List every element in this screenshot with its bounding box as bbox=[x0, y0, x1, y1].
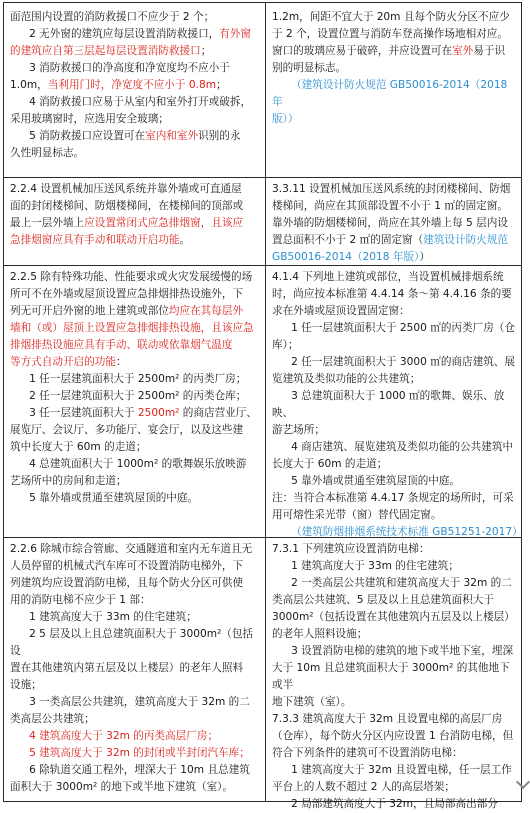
text-line: 7.3.3 建筑高度大于 32m 且设置电梯的高层厂房 bbox=[272, 713, 503, 725]
text-line: 1 任一层建筑面积大于 2500m² 的丙类厂房； bbox=[29, 373, 247, 385]
text-line: 艺场所中的房间和走道； bbox=[10, 475, 127, 487]
text-line: 览建筑及类似功能的公共建筑； bbox=[272, 373, 421, 385]
highlighted-text: 室内和室外 bbox=[145, 130, 199, 142]
text-line: 1 建筑高度大于 33m 的住宅建筑； bbox=[29, 611, 197, 623]
text-line: 3.3.11 设置机械加压送风系统的封闭楼梯间、防烟 bbox=[272, 183, 511, 195]
text-line: 库）； bbox=[272, 339, 299, 351]
source-citation: GB50016-2014（2018 年版） bbox=[272, 251, 420, 263]
text-line: 2 任一层建筑面积大于 3000 ㎡的商店建筑、展 bbox=[291, 356, 515, 368]
text-line: 列建筑均应设置消防电梯，且每个防火分区可供使 bbox=[10, 577, 244, 589]
text-line: 1 建筑高度大于 32m 且设置电梯，任一层工作 bbox=[291, 764, 512, 776]
highlighted-text: 均应在其每层外 bbox=[168, 305, 244, 317]
highlighted-text: 急排烟窗应具有手动和联动开启功能 bbox=[10, 234, 180, 246]
text-span: 窗口的玻璃应易于破碎，并应设置可在 bbox=[272, 45, 453, 57]
text-line: 面的封闭楼梯间、防烟楼梯间，在楼梯间的顶部或 bbox=[10, 200, 244, 212]
text-line: 2.2.6 除城市综合管廊、交通隧道和室内无车道且无 bbox=[10, 543, 253, 555]
text-span: 置总面积不小于 2 ㎡的固定窗（ bbox=[272, 234, 424, 246]
text-line: 楼梯间，尚应在其顶部设置不小于 1 ㎡的固定窗。 bbox=[272, 200, 508, 212]
text-line: 2 一类高层公共建筑和建筑高度大于 32m 的二 bbox=[291, 577, 512, 589]
text-line: 于 2 个，设置位置与消防车登高操作场地相对应。 bbox=[272, 28, 508, 40]
text-span: 5 消防救援口应设置可在 bbox=[29, 130, 146, 142]
highlighted-text: 5 建筑高度大于 32m 的封闭或半封闭汽车库； bbox=[29, 747, 250, 759]
text-line bbox=[10, 303, 261, 320]
highlighted-text: 2500m² bbox=[137, 407, 180, 419]
highlighted-text: 4 建筑高度大于 32m 的丙类高层厂房； bbox=[29, 730, 219, 742]
highlighted-text: 有外窗的建筑应自第三层起每层设置消防救援口 bbox=[10, 28, 252, 57]
text-line bbox=[272, 232, 519, 249]
text-line: 别的明显标志。 bbox=[272, 62, 347, 74]
text-line bbox=[10, 728, 261, 745]
row-1-left-cell bbox=[4, 9, 265, 162]
text-line bbox=[10, 26, 261, 60]
text-line: 3 消防救援口的净高度和净宽度均不应小于 bbox=[29, 62, 230, 74]
text-span: 3 任一层建筑面积大于 bbox=[29, 407, 138, 419]
text-line bbox=[272, 249, 519, 266]
text-line bbox=[272, 43, 519, 60]
text-line bbox=[10, 128, 261, 145]
text-line: 类高层公共建筑、5 层及以上且总建筑面积大于 bbox=[272, 594, 494, 606]
text-line: 符合下列条件的建筑可不设置消防电梯： bbox=[272, 747, 463, 759]
text-line: 设施； bbox=[10, 679, 42, 691]
row-4-right-cell bbox=[266, 541, 523, 813]
text-line bbox=[272, 111, 519, 128]
text-line: 4 总建筑面积大于 1000m² 的歌舞娱乐放映游 bbox=[29, 458, 247, 470]
text-line: 游艺场所； bbox=[272, 424, 325, 436]
text-span: 最上一层外墙上 bbox=[10, 217, 85, 229]
text-line: 面范围内设置的消防救援口不应少于 2 个； bbox=[10, 11, 215, 23]
comparison-table bbox=[3, 2, 523, 810]
row-2-left-cell bbox=[4, 181, 265, 249]
text-line bbox=[272, 524, 523, 541]
text-line: 所可不在外墙或屋顶设置应急排烟排热设施外，下 bbox=[10, 288, 244, 300]
text-line: （仓库），每个防火分区内应设置 1 台消防电梯，但 bbox=[272, 730, 514, 742]
text-line: 靠外墙的防烟楼梯间，尚应在其外墙上每 5 层内设 bbox=[272, 217, 508, 229]
text-line: 采用玻璃窗时，应选用安全玻璃； bbox=[10, 113, 169, 125]
text-line: 1 建筑高度大于 33m 的住宅建筑； bbox=[291, 560, 459, 572]
text-line bbox=[10, 337, 261, 354]
source-citation: 版）） bbox=[272, 113, 299, 125]
text-line: 人员停留的机械式汽车库可不设置消防电梯外，下 bbox=[10, 560, 244, 572]
text-line: 3 设置消防电梯的建筑的地下或半地下室，埋深 bbox=[291, 645, 514, 657]
text-line: 5 靠外墙或贯通至建筑屋顶的中庭。 bbox=[291, 475, 461, 487]
text-line: 地下建筑（室）。 bbox=[272, 696, 352, 708]
text-span: 2 无外窗的建筑应每层设置消防救援口， bbox=[29, 28, 220, 40]
row-4-left-cell bbox=[4, 541, 265, 796]
source-citation: 建筑设计防火规范 bbox=[423, 234, 508, 246]
text-line: 面积大于 3000m² 的地下或半地下建筑（室）。 bbox=[10, 781, 234, 793]
row-3-right-cell bbox=[266, 269, 523, 541]
text-line: 久性明显标志。 bbox=[10, 147, 85, 159]
text-span: ； bbox=[200, 45, 212, 57]
text-line: 7.3.1 下列建筑应设置消防电梯： bbox=[272, 543, 430, 555]
text-line: 展览厅、会议厅、多功能厅、宴会厅，以及这些建 bbox=[10, 424, 244, 436]
highlighted-text: 应设置常闭式应急排烟窗，且该应 bbox=[84, 217, 244, 229]
text-line: 3 一类高层公共建筑，建筑高度大于 32m 的二 bbox=[29, 696, 250, 708]
highlighted-text: 等方式自动开启的功能 bbox=[10, 356, 116, 368]
text-line: 2 5 层及以上且总建筑面积大于 3000m²（包括设 bbox=[10, 628, 254, 657]
text-line bbox=[10, 320, 261, 337]
text-line: 大于 10m 且总建筑面积大于 3000m² 的其他地下或半 bbox=[272, 662, 510, 691]
text-span: 识别的永 bbox=[198, 130, 241, 142]
text-span: ； bbox=[216, 79, 227, 91]
text-line: 5 靠外墙或贯通至建筑屋顶的中庭。 bbox=[29, 492, 199, 504]
text-line: 2 局部建筑高度大于 32m，且局部高出部分 bbox=[291, 798, 498, 810]
text-line: 2.2.5 除有特殊功能、性能要求或火灾发展缓慢的场 bbox=[10, 271, 253, 283]
text-line bbox=[10, 232, 261, 249]
source-citation: （建筑设计防火规范 GB50016-2014（2018 年 bbox=[272, 79, 508, 108]
text-line: 2 任一层建筑面积大于 2500m² 的丙类仓库； bbox=[29, 390, 247, 402]
row-divider bbox=[4, 177, 521, 178]
row-2-right-cell bbox=[266, 181, 523, 266]
text-line: 3 总建筑面积大于 1000 ㎡的歌舞、娱乐、放映、 bbox=[272, 390, 505, 419]
text-line: 6 除轨道交通工程外，埋深大于 10m 且总建筑 bbox=[29, 764, 250, 776]
text-line: 1 任一层建筑面积大于 2500 ㎡的丙类厂房（仓 bbox=[291, 322, 515, 334]
text-line: 4.1.4 下列地上建筑或部位，当设置机械排烟系统 bbox=[272, 271, 504, 283]
text-line: 用可熔性采光带（窗）替代固定窗。 bbox=[272, 509, 442, 521]
text-line: 筑中长度大于 60m 的走道； bbox=[10, 441, 147, 453]
text-span: 列无可开启外窗的地上建筑或部位 bbox=[10, 305, 169, 317]
text-line: 长度大于 60m 的走道； bbox=[272, 458, 388, 470]
text-line bbox=[10, 77, 261, 94]
text-span: 易于识 bbox=[473, 45, 506, 57]
text-line: 求在外墙或屋顶设置固定窗： bbox=[272, 305, 410, 317]
row-1-right-cell bbox=[266, 9, 523, 128]
text-line: 平台上的人数不超过 2 人的高层塔架； bbox=[272, 781, 455, 793]
text-line: 4 商店建筑、展览建筑及类似功能的公共建筑中 bbox=[291, 441, 514, 453]
text-line: 3000m²（包括设置在其他建筑内五层及以上楼层） bbox=[272, 611, 515, 623]
source-citation: （建筑防烟排烟系统技术标准 GB51251-2017） bbox=[291, 526, 523, 538]
text-line: 2.2.4 设置机械加压送风系统并靠外墙或可直通屋 bbox=[10, 183, 242, 195]
text-line: 用的消防电梯不应少于 1 部： bbox=[10, 594, 151, 606]
highlighted-text: 排烟排热设施应具有手动、联动或依靠烟气温度 bbox=[10, 339, 233, 351]
highlighted-text: 室外 bbox=[452, 45, 474, 57]
text-span: 1.0m， bbox=[10, 79, 48, 91]
text-line bbox=[10, 745, 261, 762]
text-span: 的商店营业厅、 bbox=[179, 407, 257, 419]
text-line: 注：当符合本标准第 4.4.17 条规定的场所时，可采 bbox=[272, 492, 514, 504]
text-line bbox=[10, 215, 261, 232]
text-line: 类高层公共建筑； bbox=[10, 713, 95, 725]
text-line: 4 消防救援口应易于从室内和室外打开或破拆， bbox=[29, 96, 252, 108]
text-line: 置在其他建筑内第五层及以上楼层）的老年人照料 bbox=[10, 662, 244, 674]
text-span: 。 bbox=[179, 234, 191, 246]
text-span: ： bbox=[115, 356, 127, 368]
text-line: 的老年人照料设施； bbox=[272, 628, 368, 640]
highlighted-text: 墙和（或）屋顶上设置应急排烟排热设施，且该应急 bbox=[10, 322, 254, 334]
text-span: ） bbox=[419, 251, 430, 263]
text-line bbox=[272, 77, 519, 111]
text-line: 时，尚应按本标准第 4.4.14 条～第 4.4.16 条的要 bbox=[272, 288, 512, 300]
highlighted-text: 当利用门时，净宽度不应小于 0.8m bbox=[47, 79, 217, 91]
row-3-left-cell bbox=[4, 269, 265, 507]
text-line: 1.2m，间距不宜大于 20m 且每个防火分区不应少 bbox=[272, 11, 510, 23]
text-line bbox=[10, 405, 261, 422]
text-line bbox=[10, 354, 261, 371]
